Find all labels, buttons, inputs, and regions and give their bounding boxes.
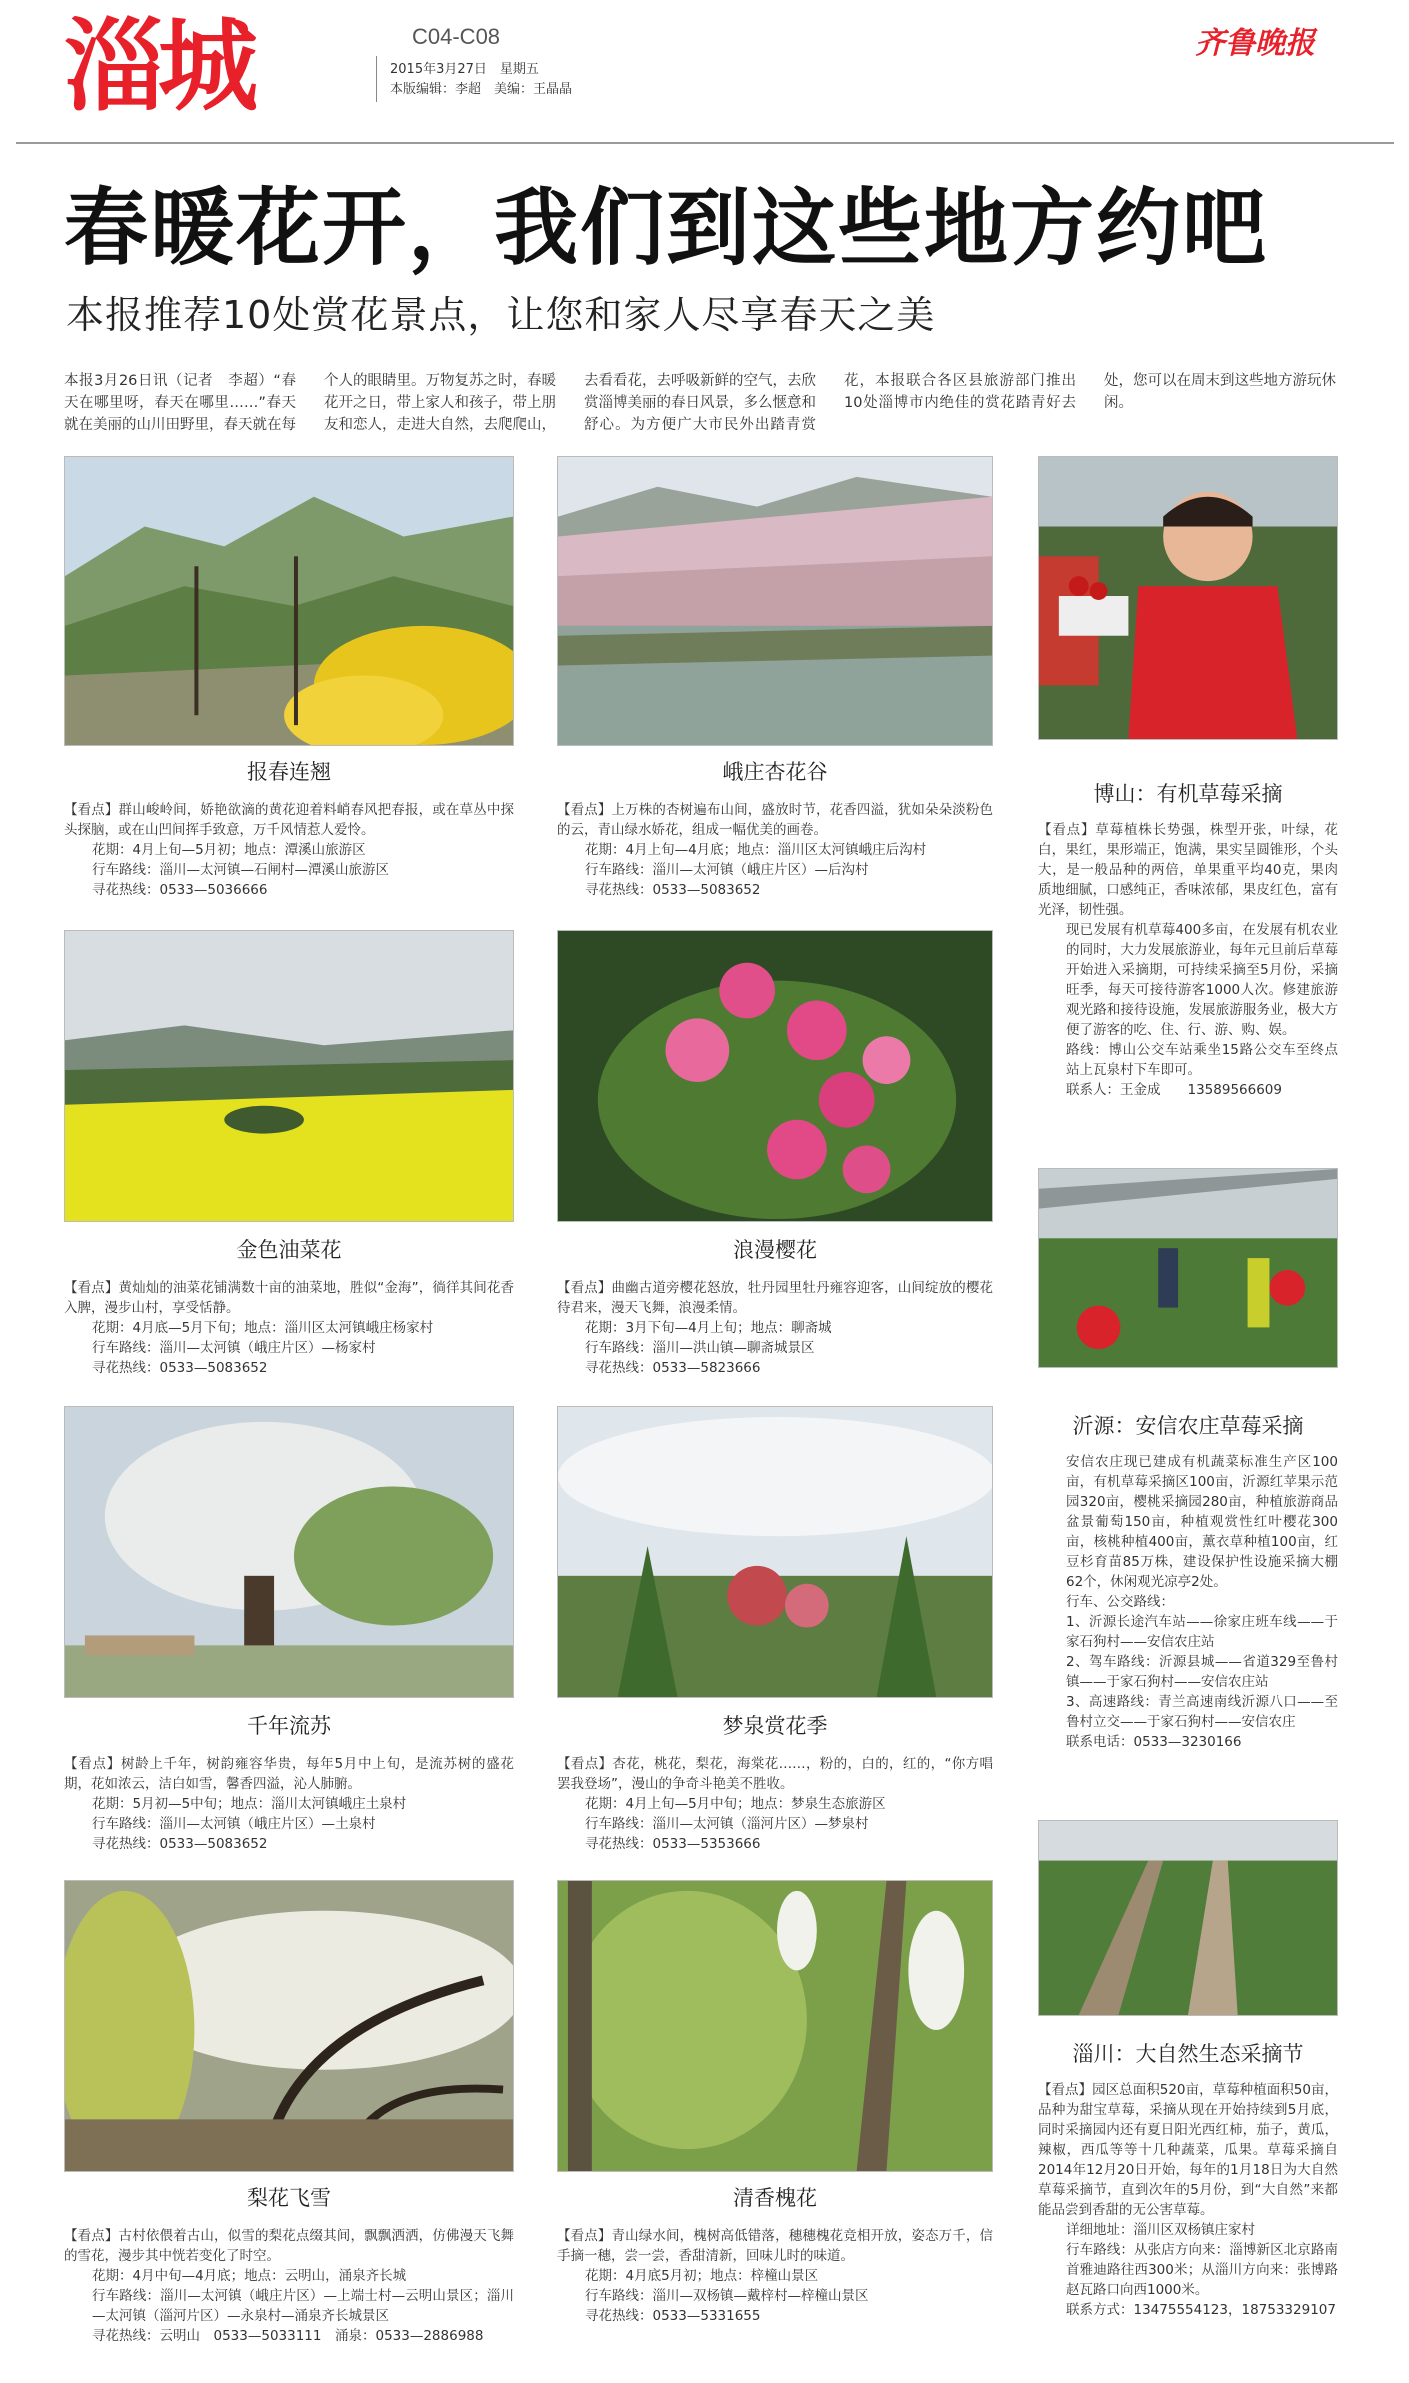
spot-hotline: 寻花热线：0533—5083652 bbox=[92, 1360, 268, 1376]
right-desc-yiyuan bbox=[1038, 1452, 1338, 1752]
right-title-zichuan: 淄川：大自然生态采摘节 bbox=[1072, 2042, 1304, 2066]
spot-description bbox=[64, 2226, 514, 2346]
photo-fringe-tree bbox=[64, 1406, 514, 1698]
right-paragraph: 现已发展有机草莓400多亩，在发展有机农业的同时，大力发展旅游业，每年元旦前后草莓开始进入采摘期，可持续采摘至5月份，采摘旺季，每天可接待游客1000人次。修建旅游观光路和接待设施，发展旅游服务业，极大方便了游客的吃、住、行、游、购、娱。 bbox=[1066, 922, 1338, 1038]
spot-route: 行车路线：淄川—太河镇（淄河片区）—梦泉村 bbox=[585, 1816, 869, 1832]
date-line: 2015年3月27日 星期五 bbox=[390, 62, 539, 77]
masthead-rule bbox=[16, 142, 1394, 144]
spot-title: 报春连翘 bbox=[247, 760, 331, 784]
spot-description bbox=[64, 1754, 514, 1854]
photo-locust-blossom bbox=[557, 1880, 993, 2172]
right-desc-boshan bbox=[1038, 820, 1338, 1100]
right-route: 3、高速路线：青兰高速南线沂源八口——至鲁村立交——于家石狗村——安信农庄 bbox=[1066, 1694, 1338, 1730]
page-headline: 春暖花开，我们到这些地方约吧 bbox=[64, 179, 1269, 277]
right-route: 2、驾车路线：沂源县城——省道329至鲁村镇——于家石狗村——安信农庄站 bbox=[1066, 1654, 1338, 1690]
page-subhead: 本报推荐10处赏花景点，让您和家人尽享春天之美 bbox=[66, 293, 936, 337]
photo-greenhouse-pickers bbox=[1038, 1168, 1338, 1368]
spot-hotline: 寻花热线：云明山 0533—5033111 涌泉：0533—2886988 bbox=[92, 2328, 484, 2344]
spot-highlight: 【看点】青山绿水间，槐树高低错落，穗穗槐花竞相开放，姿态万千，信手摘一穗，尝一尝，香甜清新，回味儿时的味道。 bbox=[557, 2228, 993, 2264]
spot-hotline: 寻花热线：0533—5823666 bbox=[585, 1360, 761, 1376]
spot-period: 花期：4月底—5月下旬；地点：淄川区太河镇峨庄杨家村 bbox=[92, 1320, 434, 1336]
spot-title: 清香槐花 bbox=[733, 2186, 817, 2210]
spot-period: 花期：4月上旬—5月初；地点：潭溪山旅游区 bbox=[92, 842, 366, 858]
lead-paragraph: 本报3月26日讯（记者 李超）“春天在哪里呀，春天在哪里……”春天就在美丽的山川田野里，春天就在每个人的眼睛里。万物复苏之时，春暖花开之日，带上家人和孩子，带上朋友和恋人，走进大自然，去爬爬山，去看看花，去呼吸新鲜的空气，去欣赏淄博美丽的春日风景，多么惬意和舒心。为方便广大市民外出踏青赏花，本报联合各区县旅游部门推出10处淄博市内绝佳的赏花踏青好去处，您可以在周末到这些地方游玩休闲。 bbox=[64, 373, 1336, 433]
photo-peony bbox=[557, 930, 993, 1222]
spot-period: 花期：3月下旬—4月上旬；地点：聊斋城 bbox=[585, 1320, 832, 1336]
page-range: C04-C08 bbox=[412, 24, 501, 49]
spot-route: 行车路线：淄川—洪山镇—聊斋城景区 bbox=[585, 1340, 815, 1356]
right-route: 1、沂源长途汽车站——徐家庄班车线——于家石狗村——安信农庄站 bbox=[1066, 1614, 1338, 1650]
spot-period: 花期：4月上旬—4月底；地点：淄川区太河镇峨庄后沟村 bbox=[585, 842, 927, 858]
spot-highlight: 【看点】曲幽古道旁樱花怒放，牡丹园里牡丹雍容迎客，山间绽放的樱花待君来，漫天飞舞，浪漫柔情。 bbox=[557, 1280, 993, 1316]
spot-description bbox=[557, 1278, 993, 1378]
spot-route: 行车路线：淄川—太河镇（峨庄片区）—上端士村—云明山景区；淄川—太河镇（淄河片区）—永泉村—涌泉齐长城景区 bbox=[92, 2288, 514, 2324]
spot-hotline: 寻花热线：0533—5083652 bbox=[585, 882, 761, 898]
spot-hotline: 寻花热线：0533—5083652 bbox=[92, 1836, 268, 1852]
spot-hotline: 寻花热线：0533—5331655 bbox=[585, 2308, 761, 2324]
right-route: 行车路线：从张店方向来：淄博新区北京路南首雅迪路往西300米；从淄川方向来：张博路赵瓦路口向西1000米。 bbox=[1066, 2242, 1338, 2298]
spot-description bbox=[557, 2226, 993, 2326]
photo-forsythia bbox=[64, 456, 514, 746]
spot-highlight: 【看点】黄灿灿的油菜花铺满数十亩的油菜地，胜似“金海”，徜徉其间花香入脾，漫步山村，享受恬静。 bbox=[64, 1280, 514, 1316]
photo-greenhouse-rows bbox=[1038, 1820, 1338, 2016]
spot-period: 花期：4月上旬—5月中旬；地点：梦泉生态旅游区 bbox=[585, 1796, 886, 1812]
spot-route: 行车路线：淄川—太河镇（峨庄片区）—后沟村 bbox=[585, 862, 869, 878]
editors-line: 本版编辑：李超 美编：王晶晶 bbox=[390, 82, 573, 97]
section-logo: 淄城 bbox=[64, 8, 252, 125]
spot-title: 浪漫樱花 bbox=[733, 1238, 817, 1262]
spot-description bbox=[557, 1754, 993, 1854]
spot-highlight: 【看点】树龄上千年，树韵雍容华贵，每年5月中上旬，是流苏树的盛花期，花如浓云，洁白如雪，馨香四溢，沁人肺腑。 bbox=[64, 1756, 514, 1792]
photo-dream-spring bbox=[557, 1406, 993, 1698]
photo-apricot-valley bbox=[557, 456, 993, 746]
right-desc-zichuan bbox=[1038, 2080, 1338, 2320]
masthead-divider bbox=[376, 56, 377, 102]
right-highlight: 【看点】园区总面积520亩，草莓种植面积50亩，品种为甜宝草莓，采摘从现在开始持续到5月底，同时采摘园内还有夏日阳光西红柿，茄子，黄瓜，辣椒，西瓜等等十几种蔬菜，瓜果。草莓采摘自2014年12月20日开始，每年的1月18日为大自然草莓采摘节，直到次年的5月份，到“大自然”来都能品尝到香甜的无公害草莓。 bbox=[1038, 2082, 1338, 2218]
right-highlight: 【看点】草莓植株长势强，株型开张，叶绿，花白，果红，果形端正，饱满，果实呈圆锥形，个头大，是一般品种的两倍，单果重平均40克，果肉质地细腻，口感纯正，香味浓郁，果皮红色，富有光泽，韧性强。 bbox=[1038, 822, 1338, 918]
spot-route: 行车路线：淄川—太河镇—石闸村—潭溪山旅游区 bbox=[92, 862, 389, 878]
spot-route: 行车路线：淄川—太河镇（峨庄片区）—土泉村 bbox=[92, 1816, 376, 1832]
right-contact: 联系方式：13475554123，18753329107 bbox=[1066, 2302, 1336, 2318]
spot-description bbox=[557, 800, 993, 900]
right-address: 详细地址：淄川区双杨镇庄家村 bbox=[1066, 2222, 1255, 2238]
spot-period: 花期：4月中旬—4月底；地点：云明山，涌泉齐长城 bbox=[92, 2268, 407, 2284]
newspaper-brand: 齐鲁晚报 bbox=[1195, 26, 1315, 61]
right-contact: 联系人：王金成 13589566609 bbox=[1066, 1082, 1282, 1098]
spot-title: 梦泉赏花季 bbox=[722, 1714, 828, 1738]
right-contact: 联系电话：0533—3230166 bbox=[1066, 1734, 1242, 1750]
spot-period: 花期：4月底5月初；地点：梓橦山景区 bbox=[585, 2268, 819, 2284]
spot-title: 千年流苏 bbox=[247, 1714, 331, 1738]
spot-highlight: 【看点】古村依偎着古山，似雪的梨花点缀其间，飘飘洒洒，仿佛漫天飞舞的雪花，漫步其中恍若变化了时空。 bbox=[64, 2228, 514, 2264]
photo-boy-strawberry bbox=[1038, 456, 1338, 740]
spot-highlight: 【看点】杏花，桃花，梨花，海棠花……，粉的，白的，红的，“你方唱罢我登场”，漫山的争奇斗艳美不胜收。 bbox=[557, 1756, 993, 1792]
photo-rapeseed bbox=[64, 930, 514, 1222]
spot-hotline: 寻花热线：0533—5353666 bbox=[585, 1836, 761, 1852]
spot-route: 行车路线：淄川—太河镇（峨庄片区）—杨家村 bbox=[92, 1340, 376, 1356]
photo-pear-blossom bbox=[64, 1880, 514, 2172]
spot-title: 金色油菜花 bbox=[236, 1238, 342, 1262]
spot-hotline: 寻花热线：0533—5036666 bbox=[92, 882, 268, 898]
right-route-heading: 行车、公交路线： bbox=[1066, 1594, 1174, 1610]
spot-highlight: 【看点】群山峻岭间，娇艳欲滴的黄花迎着料峭春风把春报，或在草丛中探头探脑，或在山凹间挥手致意，万千风情惹人爱怜。 bbox=[64, 802, 514, 838]
spot-highlight: 【看点】上万株的杏树遍布山间，盛放时节，花香四溢，犹如朵朵淡粉色的云，青山绿水娇花，组成一幅优美的画卷。 bbox=[557, 802, 993, 838]
spot-description bbox=[64, 1278, 514, 1378]
masthead-meta bbox=[390, 60, 572, 100]
spot-title: 梨花飞雪 bbox=[247, 2186, 331, 2210]
spot-title: 峨庄杏花谷 bbox=[722, 760, 828, 784]
right-route: 路线：博山公交车站乘坐15路公交车至终点站上瓦泉村下车即可。 bbox=[1066, 1042, 1338, 1078]
right-paragraph: 安信农庄现已建成有机蔬菜标准生产区100亩，有机草莓采摘区100亩，沂源红苹果示范园320亩，樱桃采摘园280亩，种植旅游商品盆景葡萄150亩，种植观赏性红叶樱花300亩，核桃种植400亩，薰衣草种植100亩，红豆杉育苗85万株，建设保护性设施采摘大棚62个，休闲观光凉亭2处。 bbox=[1066, 1454, 1338, 1590]
right-title-boshan: 博山：有机草莓采摘 bbox=[1093, 782, 1283, 806]
spot-description bbox=[64, 800, 514, 900]
right-title-yiyuan: 沂源：安信农庄草莓采摘 bbox=[1072, 1414, 1304, 1438]
spot-period: 花期：5月初—5中旬；地点：淄川太河镇峨庄土泉村 bbox=[92, 1796, 407, 1812]
spot-route: 行车路线：淄川—双杨镇—戴梓村—梓橦山景区 bbox=[585, 2288, 869, 2304]
